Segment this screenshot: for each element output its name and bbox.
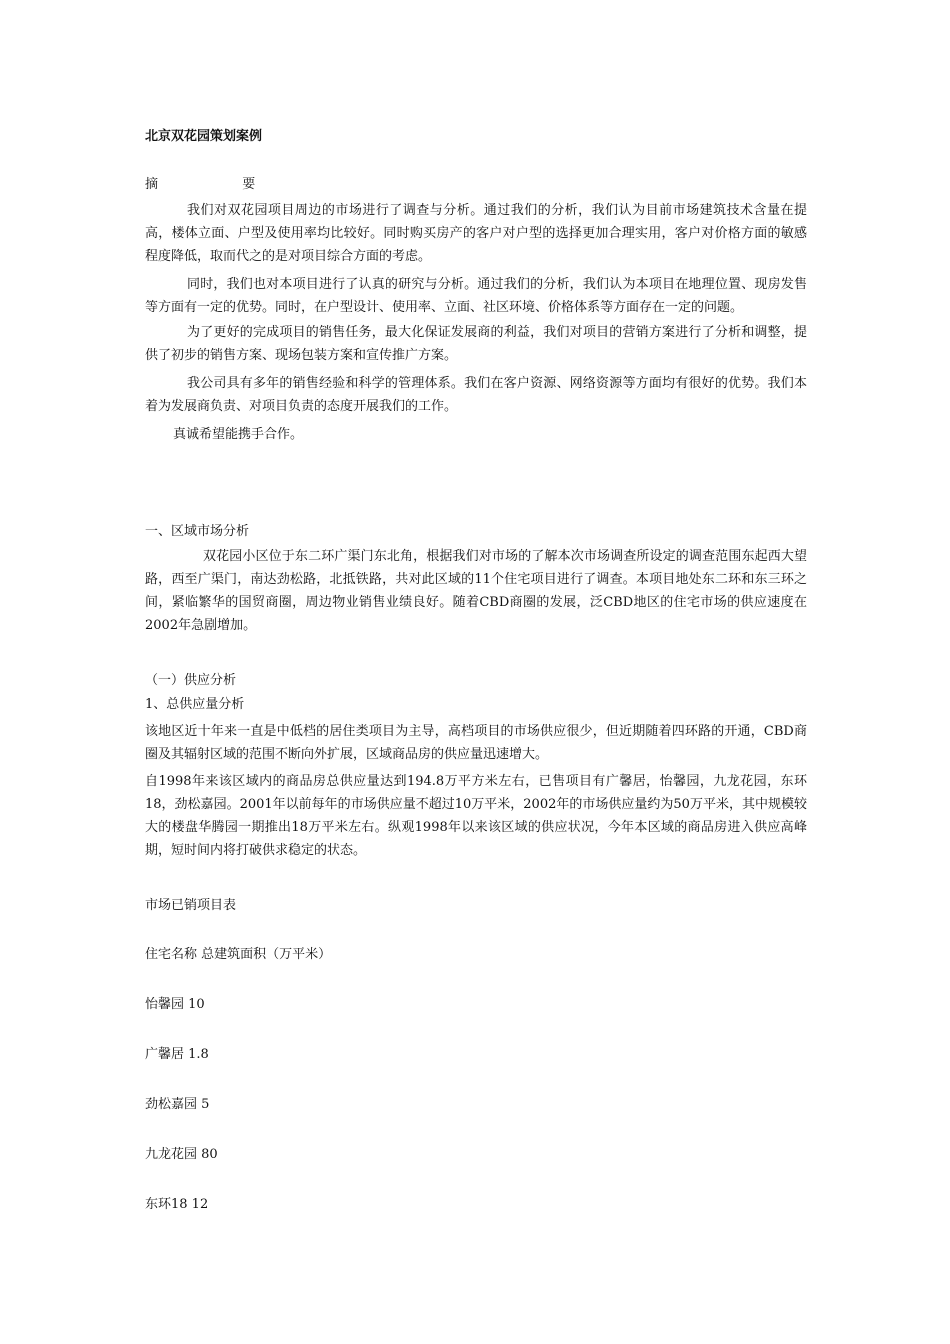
abstract-label-char-2: 要	[242, 177, 256, 192]
table-row: 广馨居 1.8	[145, 1047, 209, 1062]
table-row: 劲松嘉园 5	[145, 1097, 210, 1112]
closing-line: 真诚希望能携手合作。	[173, 427, 304, 442]
subsubsection-heading-total-supply: 1、总供应量分析	[145, 697, 245, 712]
table-row: 九龙花园 80	[145, 1147, 218, 1162]
table-row: 东环18 12	[145, 1197, 209, 1212]
section-heading-regional-market: 一、区域市场分析	[145, 524, 250, 539]
abstract-paragraph-2: 同时，我们也对本项目进行了认真的研究与分析。通过我们的分析，我们认为本项目在地理位置、现房发售等方面有一定的优势。同时，在户型设计、使用率、立面、社区环境、价格体系等方面存在一定的问题。	[145, 277, 807, 315]
section-paragraph-regional-market: 双花园小区位于东二环广渠门东北角，根据我们对市场的了解本次市场调查所设定的调查范围东起西大望路，西至广渠门，南达劲松路，北抵铁路，共对此区域的11个住宅项目进行了调查。本项目地处东二环和东三环之间，紧临繁华的国贸商圈，周边物业销售业绩良好。随着CBD商圈的发展，泛CBD地区的住宅市场的供应速度在2002年急剧增加。	[145, 549, 807, 633]
abstract-label-char-1: 摘	[145, 177, 159, 192]
supply-paragraph-1: 该地区近十年来一直是中低档的居住类项目为主导，高档项目的市场供应很少，但近期随着四环路的开通，CBD商圈及其辐射区域的范围不断向外扩展，区域商品房的供应量迅速增大。	[145, 724, 807, 762]
table-title: 市场已销项目表	[145, 898, 237, 913]
subsection-heading-supply: （一）供应分析	[145, 673, 237, 688]
abstract-paragraph-1: 我们对双花园项目周边的市场进行了调查与分析。通过我们的分析，我们认为目前市场建筑技术含量在提高，楼体立面、户型及使用率均比较好。同时购买房产的客户对户型的选择更加合理实用，客户对价格方面的敏感程度降低，取而代之的是对项目综合方面的考虑。	[145, 203, 807, 264]
document-title: 北京双花园策划案例	[145, 129, 263, 144]
abstract-paragraph-4: 我公司具有多年的销售经验和科学的管理体系。我们在客户资源、网络资源等方面均有很好的优势。我们本着为发展商负责、对项目负责的态度开展我们的工作。	[145, 376, 807, 414]
abstract-heading	[145, 176, 255, 194]
table-row: 怡馨园 10	[145, 997, 205, 1012]
supply-paragraph-2: 自1998年来该区域内的商品房总供应量达到194.8万平方米左右，已售项目有广馨居，怡馨园，九龙花园，东环18，劲松嘉园。2001年以前每年的市场供应量不超过10万平米，2002年的市场供应量约为50万平米，其中规模较大的楼盘华腾园一期推出18万平米左右。纵观1998年以来该区域的供应状况，今年本区域的商品房进入供应高峰期，短时间内将打破供求稳定的状态。	[145, 774, 807, 858]
abstract-paragraph-3: 为了更好的完成项目的销售任务，最大化保证发展商的利益，我们对项目的营销方案进行了分析和调整，提供了初步的销售方案、现场包装方案和宣传推广方案。	[145, 325, 807, 363]
table-header: 住宅名称 总建筑面积（万平米）	[145, 947, 332, 962]
